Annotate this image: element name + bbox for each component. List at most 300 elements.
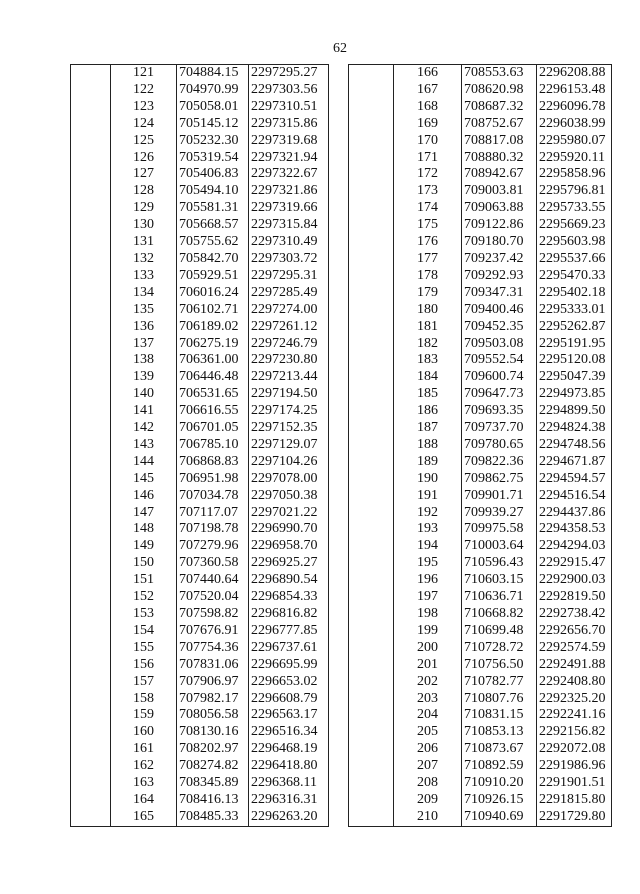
table-row <box>349 437 612 454</box>
x-coordinate: 707520.04 <box>177 589 249 606</box>
x-coordinate: 706361.00 <box>177 352 249 369</box>
point-number: 137 <box>111 336 177 353</box>
x-coordinate: 707754.36 <box>177 640 249 657</box>
x-coordinate: 706616.55 <box>177 403 249 420</box>
table-row <box>349 775 612 792</box>
table-row <box>71 116 329 133</box>
row-margin-cell <box>349 606 394 623</box>
y-coordinate: 2295920.11 <box>539 149 605 165</box>
table-row <box>349 707 612 724</box>
y-coordinate: 2297303.72 <box>251 250 318 266</box>
y-coordinate: 2296890.54 <box>251 572 318 588</box>
point-number: 129 <box>111 200 177 217</box>
table-row <box>71 251 329 268</box>
y-coordinate: 2297295.31 <box>251 267 318 283</box>
x-coordinate: 710831.15 <box>462 707 537 724</box>
y-coordinate: 2296516.34 <box>251 724 318 740</box>
table-row <box>71 369 329 386</box>
table-row <box>71 183 329 200</box>
y-coordinate: 2297295.27 <box>251 65 318 80</box>
y-coordinate: 2296695.99 <box>251 656 318 672</box>
row-margin-cell <box>71 369 111 386</box>
x-coordinate: 710668.82 <box>462 606 537 623</box>
point-number: 191 <box>394 488 462 505</box>
point-number: 192 <box>394 505 462 522</box>
y-coordinate: 2292156.82 <box>539 724 606 740</box>
x-coordinate: 708942.67 <box>462 166 537 183</box>
point-number: 179 <box>394 285 462 302</box>
row-margin-cell <box>71 420 111 437</box>
row-margin-cell <box>71 437 111 454</box>
point-number: 190 <box>394 471 462 488</box>
table-row <box>71 691 329 708</box>
point-number: 131 <box>111 234 177 251</box>
row-margin-cell <box>349 809 394 826</box>
table-row <box>71 403 329 420</box>
x-coordinate: 706189.02 <box>177 319 249 336</box>
point-number: 186 <box>394 403 462 420</box>
y-coordinate: 2296418.80 <box>251 758 318 774</box>
row-margin-cell <box>349 420 394 437</box>
y-coordinate: 2292738.42 <box>539 606 606 621</box>
row-margin-cell <box>71 623 111 640</box>
x-coordinate: 710853.13 <box>462 724 537 741</box>
y-coordinate: 2291986.96 <box>539 758 606 774</box>
x-coordinate: 705145.12 <box>177 116 249 133</box>
table-row <box>71 454 329 471</box>
y-coordinate: 2295402.18 <box>539 284 606 300</box>
table-row <box>71 234 329 251</box>
y-coordinate: 2297310.49 <box>251 234 318 250</box>
row-margin-cell <box>71 217 111 234</box>
x-coordinate: 705406.83 <box>177 166 249 183</box>
table-row <box>349 369 612 386</box>
point-number: 140 <box>111 386 177 403</box>
row-margin-cell <box>71 454 111 471</box>
y-coordinate: 2297152.35 <box>251 420 318 436</box>
y-coordinate: 2296263.20 <box>251 808 318 824</box>
row-margin-cell <box>349 99 394 116</box>
table-row <box>71 758 329 775</box>
y-coordinate: 2296368.11 <box>251 775 317 791</box>
table-row <box>71 200 329 217</box>
point-number: 209 <box>394 792 462 809</box>
y-coordinate: 2295262.87 <box>539 318 606 334</box>
table-row <box>71 707 329 724</box>
y-coordinate: 2297104.26 <box>251 453 318 469</box>
table-row <box>71 572 329 589</box>
point-number: 197 <box>394 589 462 606</box>
point-number: 165 <box>111 809 177 826</box>
row-margin-cell <box>349 65 394 82</box>
row-margin-cell <box>349 200 394 217</box>
x-coordinate: 708485.33 <box>177 809 249 826</box>
point-number: 122 <box>111 82 177 99</box>
point-number: 188 <box>394 437 462 454</box>
row-margin-cell <box>349 336 394 353</box>
table-row <box>349 99 612 116</box>
table-row <box>71 775 329 792</box>
table-row <box>349 319 612 336</box>
y-coordinate: 2295333.01 <box>539 301 606 317</box>
point-number: 170 <box>394 133 462 150</box>
table-row <box>71 82 329 99</box>
x-coordinate: 707034.78 <box>177 488 249 505</box>
x-coordinate: 705668.57 <box>177 217 249 234</box>
point-number: 145 <box>111 471 177 488</box>
point-number: 124 <box>111 116 177 133</box>
point-number: 139 <box>111 369 177 386</box>
point-number: 158 <box>111 691 177 708</box>
x-coordinate: 705494.10 <box>177 183 249 200</box>
row-margin-cell <box>349 674 394 691</box>
point-number: 198 <box>394 606 462 623</box>
x-coordinate: 710636.71 <box>462 589 537 606</box>
row-margin-cell <box>349 454 394 471</box>
y-coordinate: 2296316.31 <box>251 791 318 807</box>
x-coordinate: 709237.42 <box>462 251 537 268</box>
y-coordinate: 2297285.49 <box>251 284 318 300</box>
point-number: 185 <box>394 386 462 403</box>
y-coordinate: 2297321.94 <box>251 149 318 165</box>
row-margin-cell <box>71 166 111 183</box>
x-coordinate: 708274.82 <box>177 758 249 775</box>
row-margin-cell <box>71 674 111 691</box>
y-coordinate: 2294973.85 <box>539 386 606 402</box>
x-coordinate: 710728.72 <box>462 640 537 657</box>
table-row <box>349 572 612 589</box>
table-row <box>71 268 329 285</box>
y-coordinate: 2295603.98 <box>539 234 606 250</box>
point-number: 195 <box>394 555 462 572</box>
row-margin-cell <box>71 403 111 420</box>
y-coordinate: 2297174.25 <box>251 403 318 419</box>
row-margin-cell <box>71 707 111 724</box>
table-row <box>349 758 612 775</box>
row-margin-cell <box>349 488 394 505</box>
row-margin-cell <box>71 809 111 826</box>
y-coordinate: 2297303.56 <box>251 81 318 97</box>
y-coordinate: 2297261.12 <box>251 318 318 334</box>
table-row <box>71 437 329 454</box>
point-number: 200 <box>394 640 462 657</box>
row-margin-cell <box>71 200 111 217</box>
table-row <box>349 792 612 809</box>
x-coordinate: 708817.08 <box>462 133 537 150</box>
row-margin-cell <box>349 82 394 99</box>
y-coordinate: 2291815.80 <box>539 791 606 807</box>
y-coordinate: 2295796.81 <box>539 183 606 199</box>
x-coordinate: 710926.15 <box>462 792 537 809</box>
point-number: 205 <box>394 724 462 741</box>
point-number: 132 <box>111 251 177 268</box>
x-coordinate: 709600.74 <box>462 369 537 386</box>
row-margin-cell <box>71 251 111 268</box>
row-margin-cell <box>349 319 394 336</box>
row-margin-cell <box>71 150 111 167</box>
y-coordinate: 2297021.22 <box>251 504 318 520</box>
point-number: 203 <box>394 691 462 708</box>
x-coordinate: 709737.70 <box>462 420 537 437</box>
row-margin-cell <box>349 133 394 150</box>
table-row <box>349 166 612 183</box>
table-row <box>349 488 612 505</box>
point-number: 136 <box>111 319 177 336</box>
table-row <box>349 640 612 657</box>
x-coordinate: 710003.64 <box>462 538 537 555</box>
x-coordinate: 706531.65 <box>177 386 249 403</box>
row-margin-cell <box>71 82 111 99</box>
point-number: 187 <box>394 420 462 437</box>
x-coordinate: 705058.01 <box>177 99 249 116</box>
y-coordinate: 2296737.61 <box>251 639 318 655</box>
x-coordinate: 705755.62 <box>177 234 249 251</box>
y-coordinate: 2294516.54 <box>539 487 606 503</box>
row-margin-cell <box>349 268 394 285</box>
row-margin-cell <box>71 792 111 809</box>
point-number: 160 <box>111 724 177 741</box>
row-margin-cell <box>71 589 111 606</box>
y-coordinate: 2296990.70 <box>251 521 318 537</box>
table-row <box>71 505 329 522</box>
x-coordinate: 708752.67 <box>462 116 537 133</box>
table-row <box>71 336 329 353</box>
row-margin-cell <box>349 386 394 403</box>
x-coordinate: 710596.43 <box>462 555 537 572</box>
point-number: 207 <box>394 758 462 775</box>
point-number: 147 <box>111 505 177 522</box>
point-number: 168 <box>394 99 462 116</box>
table-row <box>71 302 329 319</box>
row-margin-cell <box>349 369 394 386</box>
y-coordinate: 2294899.50 <box>539 403 606 419</box>
y-coordinate: 2296038.99 <box>539 115 606 131</box>
row-margin-cell <box>71 488 111 505</box>
row-margin-cell <box>71 657 111 674</box>
row-margin-cell <box>349 792 394 809</box>
x-coordinate: 708345.89 <box>177 775 249 792</box>
row-margin-cell <box>71 758 111 775</box>
row-margin-cell <box>71 183 111 200</box>
row-margin-cell <box>349 150 394 167</box>
y-coordinate: 2295047.39 <box>539 369 606 385</box>
x-coordinate: 706275.19 <box>177 336 249 353</box>
point-number: 164 <box>111 792 177 809</box>
table-row <box>349 336 612 353</box>
x-coordinate: 706016.24 <box>177 285 249 302</box>
y-coordinate: 2297321.86 <box>251 183 318 199</box>
table-row <box>349 623 612 640</box>
row-margin-cell <box>349 758 394 775</box>
table-row <box>71 640 329 657</box>
table-row <box>349 150 612 167</box>
y-coordinate: 2294358.53 <box>539 521 606 537</box>
x-coordinate: 707360.58 <box>177 555 249 572</box>
y-coordinate: 2292915.47 <box>539 555 606 571</box>
y-coordinate: 2294824.38 <box>539 420 606 436</box>
y-coordinate: 2296925.27 <box>251 555 318 571</box>
table-row <box>349 589 612 606</box>
x-coordinate: 709693.35 <box>462 403 537 420</box>
table-row <box>349 691 612 708</box>
table-row <box>349 82 612 99</box>
x-coordinate: 709780.65 <box>462 437 537 454</box>
row-margin-cell <box>349 217 394 234</box>
table-row <box>71 792 329 809</box>
row-margin-cell <box>349 403 394 420</box>
y-coordinate: 2296854.33 <box>251 589 318 605</box>
row-margin-cell <box>349 183 394 200</box>
x-coordinate: 706868.83 <box>177 454 249 471</box>
row-margin-cell <box>349 505 394 522</box>
x-coordinate: 709122.86 <box>462 217 537 234</box>
y-coordinate: 2292819.50 <box>539 589 606 605</box>
x-coordinate: 710756.50 <box>462 657 537 674</box>
y-coordinate: 2292656.70 <box>539 622 606 638</box>
row-margin-cell <box>349 640 394 657</box>
table-row <box>349 555 612 572</box>
y-coordinate: 2296096.78 <box>539 98 606 114</box>
row-margin-cell <box>71 555 111 572</box>
point-number: 196 <box>394 572 462 589</box>
x-coordinate: 707117.07 <box>177 505 249 522</box>
y-coordinate: 2297230.80 <box>251 352 318 368</box>
table-row <box>349 403 612 420</box>
point-number: 153 <box>111 606 177 623</box>
table-row <box>71 521 329 538</box>
table-row <box>71 285 329 302</box>
table-row <box>349 521 612 538</box>
row-margin-cell <box>71 606 111 623</box>
x-coordinate: 705319.54 <box>177 150 249 167</box>
row-margin-cell <box>349 691 394 708</box>
x-coordinate: 708056.58 <box>177 707 249 724</box>
row-margin-cell <box>349 775 394 792</box>
table-row <box>349 133 612 150</box>
y-coordinate: 2297319.66 <box>251 200 318 216</box>
table-row <box>71 352 329 369</box>
point-number: 206 <box>394 741 462 758</box>
table-row <box>349 251 612 268</box>
y-coordinate: 2294748.56 <box>539 436 606 452</box>
x-coordinate: 708620.98 <box>462 82 537 99</box>
point-number: 148 <box>111 521 177 538</box>
page-number: 62 <box>333 41 347 56</box>
row-margin-cell <box>71 471 111 488</box>
point-number: 142 <box>111 420 177 437</box>
point-number: 208 <box>394 775 462 792</box>
table-row <box>349 657 612 674</box>
point-number: 154 <box>111 623 177 640</box>
point-number: 133 <box>111 268 177 285</box>
row-margin-cell <box>71 268 111 285</box>
x-coordinate: 709975.58 <box>462 521 537 538</box>
x-coordinate: 708416.13 <box>177 792 249 809</box>
row-margin-cell <box>349 116 394 133</box>
y-coordinate: 2295120.08 <box>539 352 606 368</box>
row-margin-cell <box>71 640 111 657</box>
x-coordinate: 705581.31 <box>177 200 249 217</box>
point-number: 121 <box>111 65 177 82</box>
point-number: 135 <box>111 302 177 319</box>
y-coordinate: 2297274.00 <box>251 301 318 317</box>
table-row <box>71 65 329 82</box>
point-number: 169 <box>394 116 462 133</box>
x-coordinate: 707676.91 <box>177 623 249 640</box>
point-number: 177 <box>394 251 462 268</box>
y-coordinate: 2296468.19 <box>251 741 318 757</box>
row-margin-cell <box>349 741 394 758</box>
coordinate-table-right <box>348 64 612 827</box>
table-row <box>349 606 612 623</box>
x-coordinate: 709063.88 <box>462 200 537 217</box>
row-margin-cell <box>349 657 394 674</box>
table-row <box>349 217 612 234</box>
point-number: 141 <box>111 403 177 420</box>
x-coordinate: 707198.78 <box>177 521 249 538</box>
point-number: 126 <box>111 150 177 167</box>
point-number: 176 <box>394 234 462 251</box>
y-coordinate: 2295733.55 <box>539 200 606 216</box>
point-number: 204 <box>394 707 462 724</box>
table-row <box>71 166 329 183</box>
table-row <box>349 386 612 403</box>
row-margin-cell <box>349 572 394 589</box>
table-row <box>71 538 329 555</box>
table-row <box>349 420 612 437</box>
point-number: 173 <box>394 183 462 200</box>
point-number: 138 <box>111 352 177 369</box>
x-coordinate: 709003.81 <box>462 183 537 200</box>
x-coordinate: 709552.54 <box>462 352 537 369</box>
row-margin-cell <box>71 352 111 369</box>
point-number: 167 <box>394 82 462 99</box>
row-margin-cell <box>71 116 111 133</box>
y-coordinate: 2292408.80 <box>539 673 606 689</box>
x-coordinate: 709822.36 <box>462 454 537 471</box>
x-coordinate: 706785.10 <box>177 437 249 454</box>
y-coordinate: 2295470.33 <box>539 267 606 283</box>
y-coordinate: 2297246.79 <box>251 335 318 351</box>
y-coordinate: 2297322.67 <box>251 166 318 182</box>
x-coordinate: 710807.76 <box>462 691 537 708</box>
point-number: 159 <box>111 707 177 724</box>
point-number: 146 <box>111 488 177 505</box>
y-coordinate: 2296777.85 <box>251 622 318 638</box>
y-coordinate: 2292491.88 <box>539 656 606 672</box>
table-row <box>349 741 612 758</box>
y-coordinate: 2294671.87 <box>539 453 606 469</box>
table-row <box>71 386 329 403</box>
y-coordinate: 2296653.02 <box>251 673 318 689</box>
coordinate-table-left <box>70 64 329 827</box>
x-coordinate: 706701.05 <box>177 420 249 437</box>
row-margin-cell <box>349 302 394 319</box>
point-number: 180 <box>394 302 462 319</box>
row-margin-cell <box>349 285 394 302</box>
table-row <box>71 420 329 437</box>
row-margin-cell <box>349 521 394 538</box>
table-row <box>71 555 329 572</box>
y-coordinate: 2295980.07 <box>539 132 606 148</box>
row-margin-cell <box>71 691 111 708</box>
x-coordinate: 707598.82 <box>177 606 249 623</box>
table-row <box>71 319 329 336</box>
row-margin-cell <box>349 166 394 183</box>
row-margin-cell <box>349 724 394 741</box>
row-margin-cell <box>71 99 111 116</box>
point-number: 189 <box>394 454 462 471</box>
